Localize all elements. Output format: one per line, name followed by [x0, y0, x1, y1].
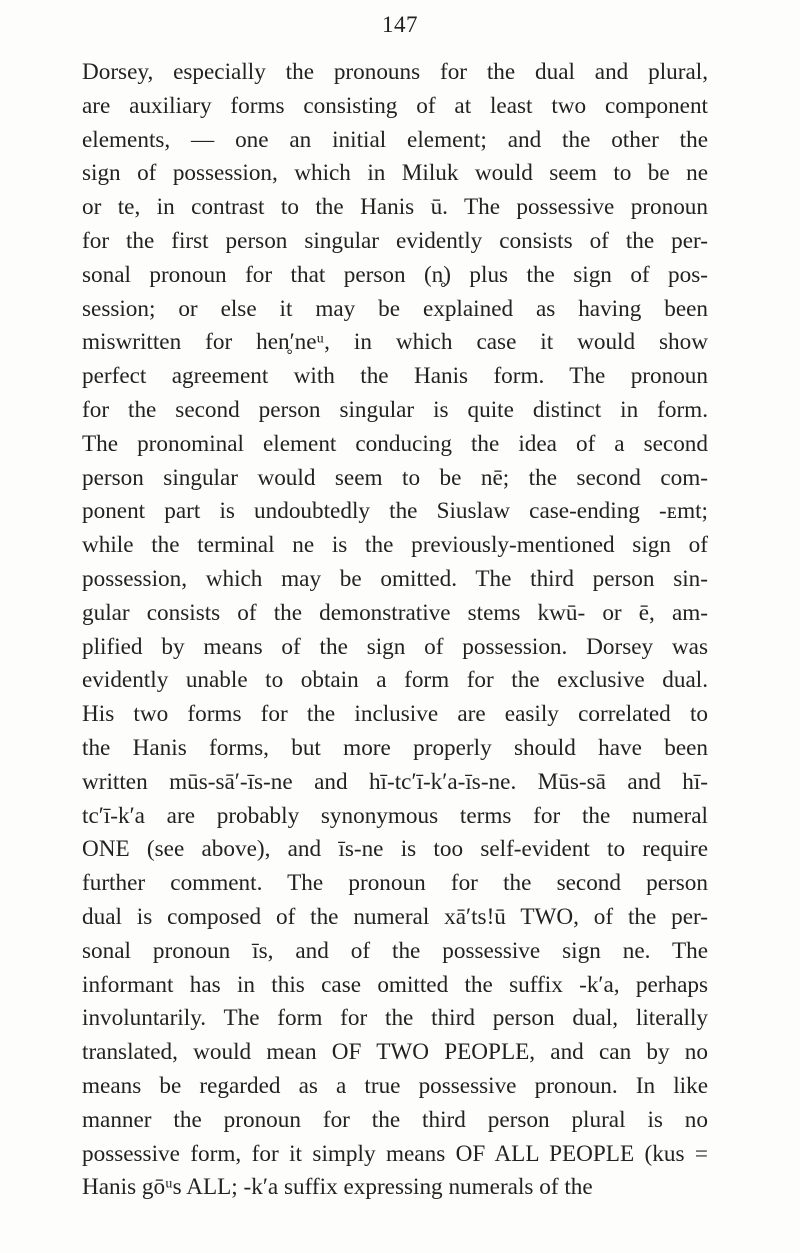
text-line: the Hanis forms, but more properly should have been: [82, 734, 708, 761]
text-line: sonal pronoun for that person (n̥) plus the sign of pos-: [82, 261, 708, 288]
text-line: elements, — one an initial element; and the other the: [82, 126, 708, 153]
body-text: [82, 56, 708, 1205]
text-line: informant has in this case omitted the suffix -k′a, perhaps: [82, 971, 708, 998]
text-line: plified by means of the sign of possession. Dorsey was: [82, 633, 708, 660]
text-line: evidently unable to obtain a form for the exclusive dual.: [82, 667, 708, 694]
text-line: The pronominal element conducing the idea of a second: [82, 430, 708, 457]
text-line: His two forms for the inclusive are easily correlated to: [82, 701, 708, 728]
text-line: ponent part is undoubtedly the Siuslaw case-ending -ᴇmt;: [82, 498, 708, 525]
text-line: possession, which may be omitted. The third person sin-: [82, 565, 708, 592]
text-line: dual is composed of the numeral xā′ts!ū TWO, of the per-: [82, 903, 708, 930]
text-line: Dorsey, especially the pronouns for the dual and plural,: [82, 59, 708, 85]
text-line: further comment. The pronoun for the second person: [82, 870, 708, 897]
text-line: are auxiliary forms consisting of at least two component: [82, 92, 708, 119]
text-line: or te, in contrast to the Hanis ū. The possessive pronoun: [82, 194, 708, 221]
text-line: manner the pronoun for the third person plural is no: [82, 1106, 708, 1133]
text-line: sonal pronoun īs, and of the possessive sign ne. The: [82, 937, 708, 964]
text-line: ONE (see above), and īs-ne is too self-evident to require: [82, 836, 708, 863]
text-line: tc′ī-k′a are probably synonymous terms for the numeral: [82, 802, 708, 829]
text-line: translated, would mean OF TWO PEOPLE, and can by no: [82, 1039, 708, 1066]
text-line: session; or else it may be explained as having been: [82, 295, 708, 322]
text-line: possessive form, for it simply means OF ALL PEOPLE (kus =: [82, 1140, 708, 1167]
text-line: means be regarded as a true possessive pronoun. In like: [82, 1072, 708, 1099]
text-line: while the terminal ne is the previously-mentioned sign of: [82, 532, 708, 559]
text-line: miswritten for hen̥′neᵘ, in which case it would show: [82, 329, 708, 356]
text-line: perfect agreement with the Hanis form. The pronoun: [82, 363, 708, 390]
text-line: written mūs-sā′-īs-ne and hī-tc′ī-k′a-īs-ne. Mūs-sā and hī-: [82, 768, 708, 795]
text-line: involuntarily. The form for the third person dual, literally: [82, 1005, 708, 1032]
text-line: gular consists of the demonstrative stems kwū- or ē, am-: [82, 599, 708, 626]
page-number: 147: [382, 12, 418, 37]
text-line: for the first person singular evidently consists of the per-: [82, 227, 708, 254]
text-line: Hanis gōᵘs ALL; -k′a suffix expressing numerals of the: [82, 1174, 593, 1201]
text-line: person singular would seem to be nē; the second com-: [82, 464, 708, 491]
text-line: sign of possession, which in Miluk would seem to be ne: [82, 160, 708, 187]
text-line: for the second person singular is quite distinct in form.: [82, 396, 708, 423]
